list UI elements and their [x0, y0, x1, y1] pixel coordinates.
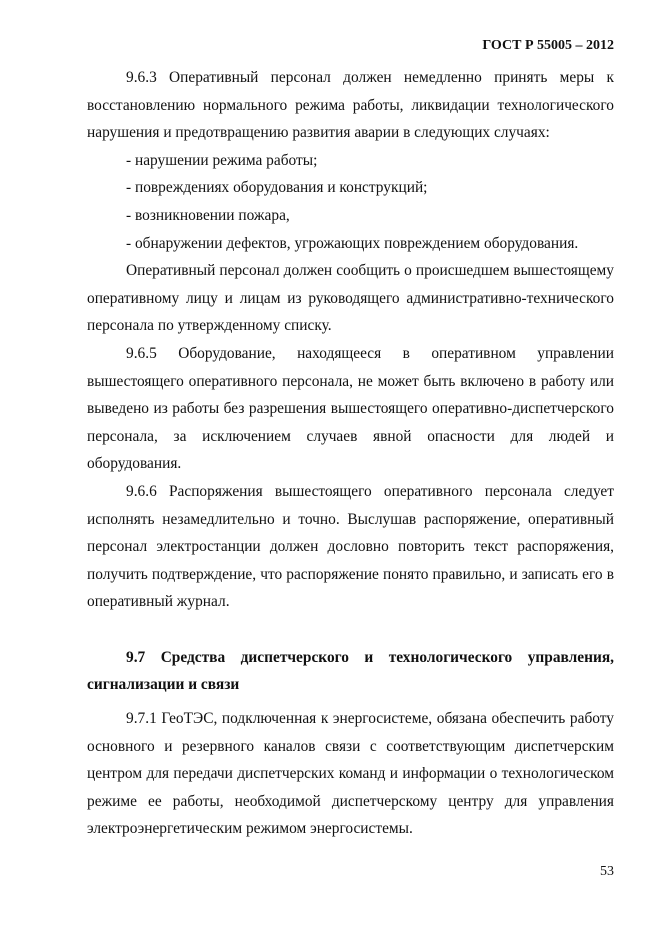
paragraph-9-6-6: 9.6.6 Распоряжения вышестоящего оперативного персонала следует исполнять незамедлительно и точно. Выслушав распоряжение, оперативный персонал электростанции должен дословно повторить текст распоряжения, получить подтверждение, что распоряжение понято правильно, и записать его в оперативный журнал. — [87, 482, 614, 611]
list-item: - возникновении пожара, — [126, 206, 290, 224]
list-item: - нарушении режима работы; — [126, 151, 318, 169]
paragraph-report: Оперативный персонал должен сообщить о происшедшем вышестоящему оперативному лицу и лицам из руководящего административно-технического персонала по утвержденному списку. — [87, 262, 614, 335]
section-gap — [87, 616, 614, 644]
page-number: 53 — [600, 864, 614, 879]
section-heading-9-7: 9.7 Средства диспетчерского и технологического управления, сигнализации и связи — [87, 648, 614, 694]
page-content — [87, 64, 614, 843]
document-header: ГОСТ Р 55005 – 2012 — [482, 38, 614, 53]
paragraph-9-6-3: 9.6.3 Оперативный персонал должен немедленно принять меры к восстановлению нормального режима работы, ликвидации технологического нарушения и предотвращению развития аварии в следующих случаях: — [87, 69, 614, 142]
list-item: - повреждениях оборудования и конструкций; — [126, 179, 428, 197]
paragraph-9-7-1: 9.7.1 ГеоТЭС, подключенная к энергосистеме, обязана обеспечить работу основного и резервного каналов связи с соответствующим диспетчерским центром для передачи диспетчерских команд и информации о технологическом режиме ее работы, необходимой диспетчерскому центру для управления электроэнергетическим режимом энергосистемы. — [87, 710, 614, 838]
paragraph-9-6-5: 9.6.5 Оборудование, находящееся в оперативном управлении вышестоящего оперативного персонала, не может быть включено в работу или выведено из работы без разрешения вышестоящего оперативно-диспетчерского персонала, за исключением случаев явной опасности для людей и оборудования. — [87, 344, 614, 473]
list-item: - обнаружении дефектов, угрожающих повреждением оборудования. — [126, 234, 579, 252]
